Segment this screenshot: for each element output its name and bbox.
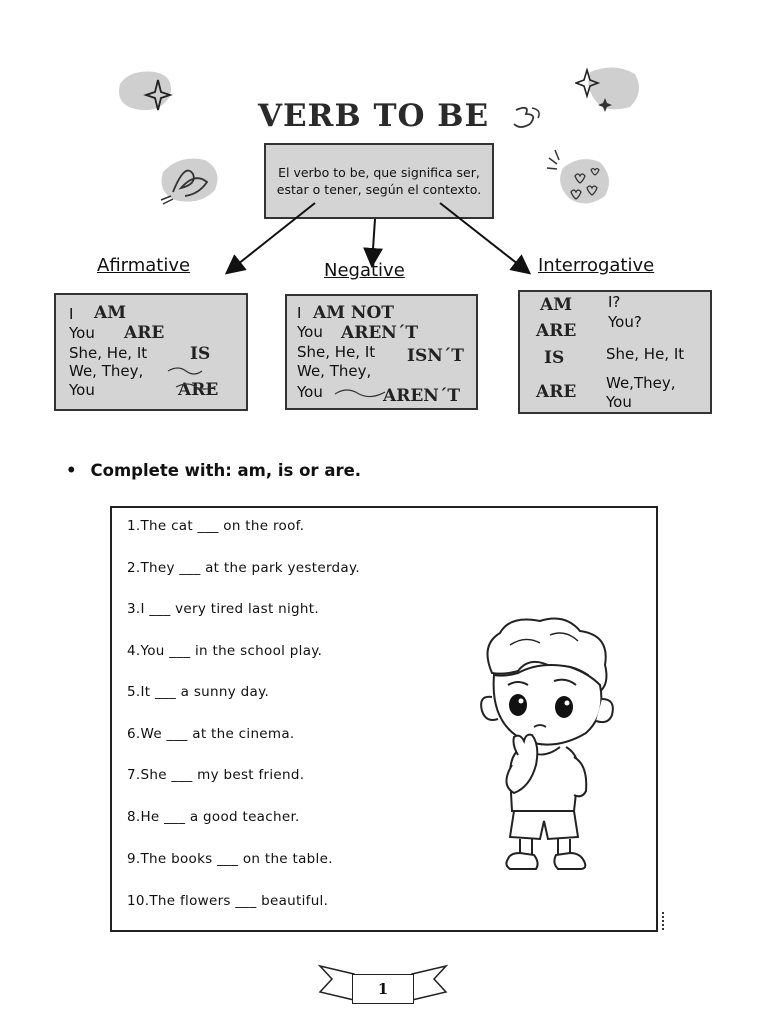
bullet-icon: • bbox=[66, 461, 77, 480]
instruction-line bbox=[66, 461, 361, 480]
affirmative-verb: ARE bbox=[124, 323, 165, 343]
arrow-to-negative bbox=[372, 219, 375, 264]
negative-subject: You bbox=[297, 323, 323, 341]
exercise-item: 2.They ___ at the park yesterday. bbox=[127, 560, 360, 576]
page-number: 1 bbox=[377, 980, 389, 998]
thinking-boy-illustration bbox=[470, 615, 630, 875]
negative-subject: We, They, bbox=[297, 362, 372, 380]
exercise-item: 4.You ___ in the school play. bbox=[127, 643, 323, 659]
interrogative-subject: You bbox=[606, 393, 632, 411]
exercise-item: 3.I ___ very tired last night. bbox=[127, 601, 319, 617]
affirmative-box bbox=[54, 293, 248, 411]
exercise-item: 1.The cat ___ on the roof. bbox=[127, 518, 305, 534]
affirmative-subject: You bbox=[69, 324, 95, 342]
exercise-item: 5.It ___ a sunny day. bbox=[127, 684, 270, 700]
negative-verb: AREN´T bbox=[341, 323, 418, 343]
interrogative-subject: She, He, It bbox=[606, 345, 685, 363]
interrogative-box bbox=[518, 290, 712, 414]
squiggle-icon bbox=[333, 382, 387, 402]
stray-mark bbox=[662, 912, 666, 930]
exercise-item: 9.The books ___ on the table. bbox=[127, 851, 333, 867]
negative-verb: AM NOT bbox=[313, 303, 394, 323]
negative-subject: I bbox=[297, 304, 302, 322]
affirmative-verb: ARE bbox=[178, 380, 219, 400]
negative-verb: ISN´T bbox=[407, 346, 464, 366]
interrogative-subject: You? bbox=[608, 313, 642, 331]
negative-subject: You bbox=[297, 383, 323, 401]
affirmative-subject: You bbox=[69, 381, 95, 399]
interrogative-verb: IS bbox=[544, 348, 565, 368]
interrogative-verb: AM bbox=[540, 295, 573, 315]
exercise-item: 8.He ___ a good teacher. bbox=[127, 809, 300, 825]
interrogative-heading: Interrogative bbox=[538, 255, 655, 276]
affirmative-subject: She, He, It bbox=[69, 344, 148, 362]
interrogative-verb: ARE bbox=[536, 321, 577, 341]
negative-subject: She, He, It bbox=[297, 343, 376, 361]
affirmative-heading: Afirmative bbox=[97, 255, 191, 276]
arrow-to-interrogative bbox=[440, 203, 528, 272]
affirmative-subject: We, They, bbox=[69, 362, 144, 380]
exercise-item: 7.She ___ my best friend. bbox=[127, 767, 305, 783]
page-title: VERB TO BE bbox=[258, 98, 490, 134]
interrogative-subject: We,They, bbox=[606, 374, 676, 392]
exercise-item: 10.The flowers ___ beautiful. bbox=[127, 893, 329, 909]
instruction-text: Complete with: am, is or are. bbox=[90, 461, 362, 480]
interrogative-subject: I? bbox=[608, 293, 621, 311]
affirmative-verb: IS bbox=[190, 344, 211, 364]
squiggle-icon bbox=[166, 363, 236, 393]
arrow-to-affirmative bbox=[228, 203, 315, 272]
interrogative-verb: ARE bbox=[536, 382, 577, 402]
negative-verb: AREN´T bbox=[383, 386, 460, 406]
negative-heading: Negative bbox=[324, 260, 405, 281]
negative-box bbox=[285, 294, 478, 410]
affirmative-subject: I bbox=[69, 305, 74, 323]
exercise-item: 6.We ___ at the cinema. bbox=[127, 726, 295, 742]
definition-text: El verbo to be, que significa ser, estar o tener, según el contexto. bbox=[276, 165, 482, 197]
affirmative-verb: AM bbox=[94, 303, 127, 323]
page-number-badge bbox=[352, 974, 414, 1004]
